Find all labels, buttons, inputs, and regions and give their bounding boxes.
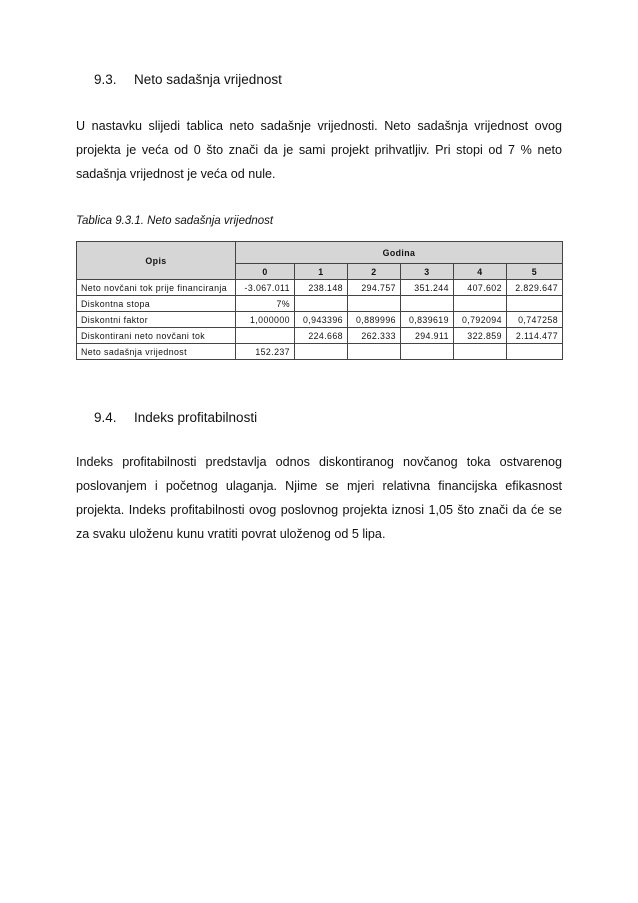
cell bbox=[347, 344, 400, 360]
cell bbox=[400, 344, 453, 360]
cell: 0,747258 bbox=[506, 312, 562, 328]
cell bbox=[506, 296, 562, 312]
row-label: Diskontirani neto novčani tok bbox=[77, 328, 236, 344]
cell bbox=[400, 296, 453, 312]
cell: 351.244 bbox=[400, 280, 453, 296]
table-row bbox=[77, 280, 563, 296]
year-header: 5 bbox=[506, 264, 562, 280]
cell: 2.829.647 bbox=[506, 280, 562, 296]
year-header: 3 bbox=[400, 264, 453, 280]
section-heading-9-3 bbox=[94, 72, 282, 87]
section-heading-9-4 bbox=[94, 410, 257, 425]
cell: 7% bbox=[236, 296, 295, 312]
cell: 238.148 bbox=[294, 280, 347, 296]
section-title: Indeks profitabilnosti bbox=[134, 410, 258, 425]
table-row bbox=[77, 344, 563, 360]
row-label: Neto sadašnja vrijednost bbox=[77, 344, 236, 360]
cell bbox=[453, 344, 506, 360]
cell: 224.668 bbox=[294, 328, 347, 344]
row-label: Diskontna stopa bbox=[77, 296, 236, 312]
npv-paragraph: U nastavku slijedi tablica neto sadašnje vrijednosti. Neto sadašnja vrijednost ovog projekta je veća od 0 što znači da je sami projekt prihvatljiv. Pri stopi od 7 % neto sadašnja vrijednost je veća od nule. bbox=[76, 119, 562, 181]
profitability-paragraph: Indeks profitabilnosti predstavlja odnos diskontiranog novčanog toka ostvarenog poslovanjem i početnog ulaganja. Njime se mjeri relativna financijska efikasnost projekta. Indeks profitabilnosti ovog poslovnog projekta iznosi 1,05 što znači da će se za svaku uloženu kunu vratiti povrat uloženog od 5 lipa. bbox=[76, 455, 562, 541]
cell: 407.602 bbox=[453, 280, 506, 296]
cell bbox=[453, 296, 506, 312]
table-row bbox=[77, 296, 563, 312]
cell: 262.333 bbox=[347, 328, 400, 344]
cell bbox=[294, 344, 347, 360]
cell bbox=[236, 328, 295, 344]
cell: 294.757 bbox=[347, 280, 400, 296]
cell: 2.114.477 bbox=[506, 328, 562, 344]
cell: 0,889996 bbox=[347, 312, 400, 328]
year-header: 2 bbox=[347, 264, 400, 280]
section-number: 9.4. bbox=[94, 410, 117, 425]
group-header-godina: Godina bbox=[236, 242, 563, 264]
cell: 0,792094 bbox=[453, 312, 506, 328]
table-row bbox=[77, 312, 563, 328]
year-header: 1 bbox=[294, 264, 347, 280]
year-header: 4 bbox=[453, 264, 506, 280]
section-title: Neto sadašnja vrijednost bbox=[134, 72, 282, 87]
cell: -3.067.011 bbox=[236, 280, 295, 296]
cell bbox=[294, 296, 347, 312]
cell: 1,000000 bbox=[236, 312, 295, 328]
npv-table bbox=[76, 241, 563, 360]
cell: 322.859 bbox=[453, 328, 506, 344]
col-header-opis: Opis bbox=[77, 242, 236, 280]
table-caption: Tablica 9.3.1. Neto sadašnja vrijednost bbox=[76, 215, 274, 227]
cell: 0,943396 bbox=[294, 312, 347, 328]
row-label: Neto novčani tok prije financiranja bbox=[77, 280, 236, 296]
cell: 0,839619 bbox=[400, 312, 453, 328]
cell bbox=[347, 296, 400, 312]
row-label: Diskontni faktor bbox=[77, 312, 236, 328]
cell: 294.911 bbox=[400, 328, 453, 344]
cell: 152.237 bbox=[236, 344, 295, 360]
year-header: 0 bbox=[236, 264, 295, 280]
cell bbox=[506, 344, 562, 360]
table-row bbox=[77, 328, 563, 344]
section-number: 9.3. bbox=[94, 72, 117, 87]
